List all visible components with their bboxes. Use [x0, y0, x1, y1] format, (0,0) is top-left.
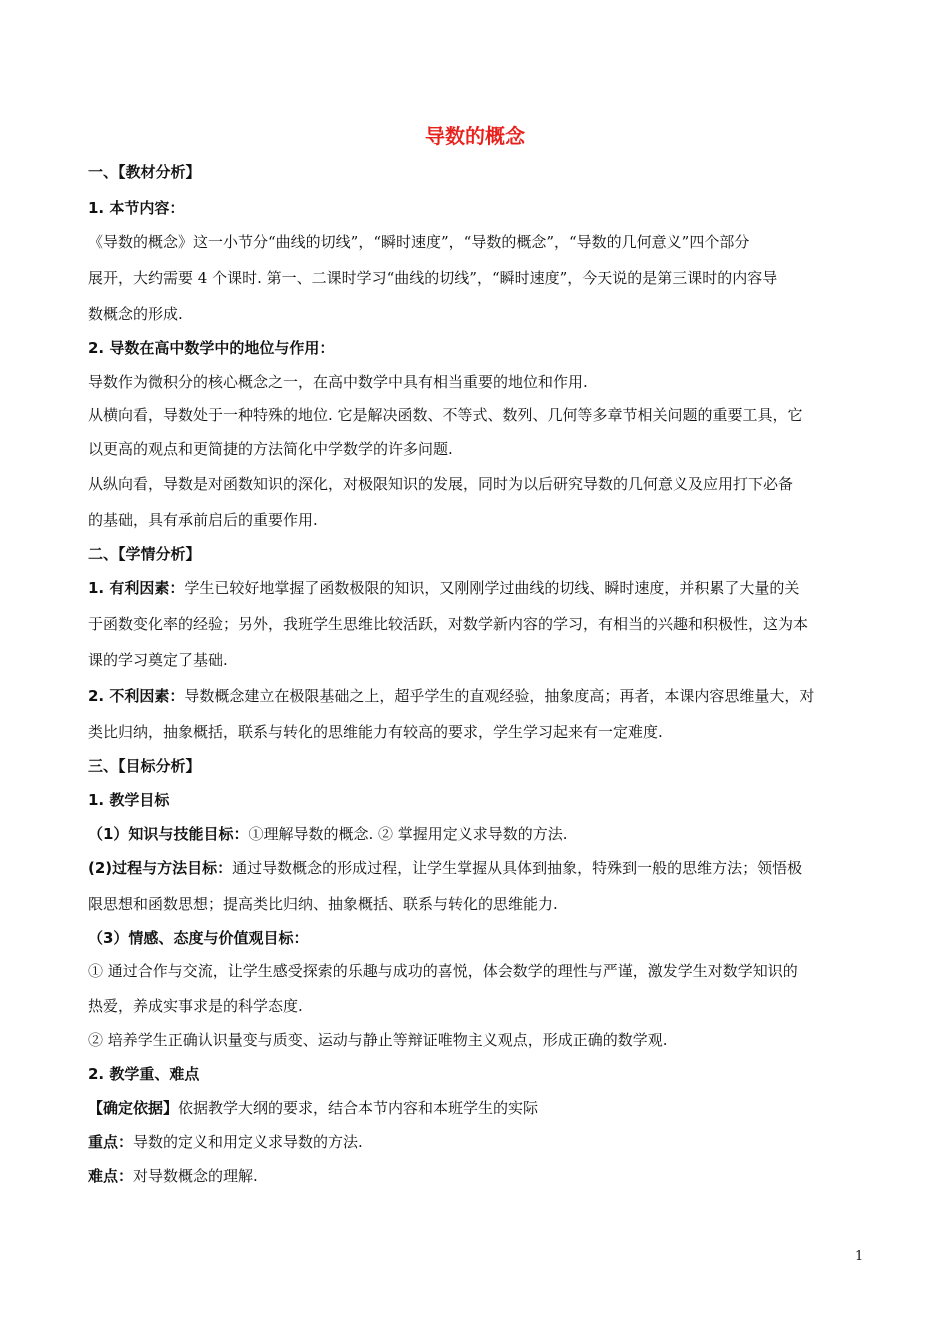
text-body: 通过导数概念的形成过程，让学生掌握从具体到抽象，特殊到一般的思维方法；领悟极: [232, 859, 803, 877]
paragraph-line: [88, 403, 868, 427]
text-body: 限思想和函数思想；提高类比归纳、抽象概括、联系与转化的思维能力.: [88, 895, 558, 913]
heading-student-analysis: [88, 542, 868, 566]
paragraph-line: [88, 1164, 868, 1188]
heading-goal-analysis: [88, 754, 868, 778]
text-bold: 2. 不利因素：: [88, 687, 185, 705]
text-body: 课的学习奠定了基础.: [88, 651, 228, 669]
text-body: 学生已较好地掌握了函数极限的知识，又刚刚学过曲线的切线、瞬时速度，并积累了大量的关: [184, 579, 800, 597]
paragraph-line: [88, 1130, 868, 1154]
text-bold: 1. 本节内容：: [88, 199, 185, 217]
text-bold: 难点：: [88, 1167, 134, 1185]
text-body: 类比归纳，抽象概括，联系与转化的思维能力有较高的要求，学生学习起来有一定难度.: [88, 723, 663, 741]
paragraph-line: [88, 959, 868, 983]
text-body: ② 培养学生正确认识量变与质变、运动与静止等辩证唯物主义观点，形成正确的数学观.: [88, 1031, 668, 1049]
paragraph-line: [88, 720, 868, 744]
text-body: 从纵向看，导数是对函数知识的深化，对极限知识的发展，同时为以后研究导数的几何意义及应用打下必备: [88, 475, 794, 493]
text-body: 《导数的概念》这一小节分“曲线的切线”，“瞬时速度”，“导数的概念”，“导数的几何意义”四个部分: [88, 233, 750, 251]
text-body: 对导数概念的理解.: [133, 1167, 258, 1185]
text-body: 于函数变化率的经验；另外，我班学生思维比较活跃，对数学新内容的学习，有相当的兴趣和积极性，这为本: [88, 615, 809, 633]
text-body: 依据教学大纲的要求，结合本节内容和本班学生的实际: [178, 1099, 539, 1117]
text-bold: 1. 教学目标: [88, 791, 170, 809]
text-body: 导数概念建立在极限基础之上，超乎学生的直观经验，抽象度高；再者，本课内容思维量大，对: [184, 687, 815, 705]
text-body: 导数的定义和用定义求导数的方法.: [133, 1133, 363, 1151]
text-body: 的基础，具有承前启后的重要作用.: [88, 511, 318, 529]
text-bold: （1）知识与技能目标：: [88, 825, 249, 843]
subheading-teaching-goals: [88, 788, 868, 812]
text-body: ①理解导数的概念. ② 掌握用定义求导数的方法.: [248, 825, 568, 843]
subheading-emotion-goals: [88, 926, 868, 950]
paragraph-line: [88, 266, 868, 290]
text-body: 导数作为微积分的核心概念之一，在高中数学中具有相当重要的地位和作用.: [88, 373, 588, 391]
paragraph-line: [88, 302, 868, 326]
subheading-content: [88, 196, 868, 220]
heading-textbook-analysis: [88, 160, 868, 184]
paragraph-line: [88, 892, 868, 916]
paragraph-line: [88, 1096, 868, 1120]
paragraph-line: [88, 472, 868, 496]
text-bold: (2)过程与方法目标：: [88, 859, 233, 877]
text-body: 热爱，养成实事求是的科学态度.: [88, 997, 303, 1015]
text-body: 从横向看，导数处于一种特殊的地位. 它是解决函数、不等式、数列、几何等多章节相关问题的重要工具，它: [88, 406, 803, 424]
text-bold: （3）情感、态度与价值观目标：: [88, 929, 309, 947]
text-bold: 【确定依据】: [88, 1099, 179, 1117]
text-body: 展开，大约需要 4 个课时. 第一、二课时学习“曲线的切线”，“瞬时速度”，今天说的是第三课时的内容导: [88, 269, 778, 287]
text-body: ① 通过合作与交流，让学生感受探索的乐趣与成功的喜悦，体会数学的理性与严谨，激发学生对数学知识的: [88, 962, 798, 980]
text-bold: 重点：: [88, 1133, 134, 1151]
paragraph-line: [88, 1028, 868, 1052]
paragraph-line: [88, 822, 868, 846]
paragraph-line: [88, 230, 868, 254]
subheading-role: [88, 336, 868, 360]
paragraph-line: [88, 576, 868, 600]
text-bold: 1. 有利因素：: [88, 579, 185, 597]
text-bold: 2. 导数在高中数学中的地位与作用：: [88, 339, 335, 357]
text-bold: 2. 教学重、难点: [88, 1065, 200, 1083]
text-bold: 二、【学情分析】: [88, 545, 201, 563]
text-bold: 三、【目标分析】: [88, 757, 201, 775]
paragraph-line: [88, 508, 868, 532]
paragraph-line: [88, 437, 868, 461]
page-title: 导数的概念: [425, 124, 525, 148]
text-body: 以更高的观点和更简捷的方法简化中学数学的许多问题.: [88, 440, 453, 458]
text-bold: 一、【教材分析】: [88, 163, 201, 181]
paragraph-line: [88, 994, 868, 1018]
paragraph-line: [88, 370, 868, 394]
page-number: 1: [855, 1249, 864, 1264]
text-body: 数概念的形成.: [88, 305, 183, 323]
subheading-key-points: [88, 1062, 868, 1086]
paragraph-line: [88, 856, 868, 880]
paragraph-line: [88, 648, 868, 672]
paragraph-line: [88, 684, 868, 708]
paragraph-line: [88, 612, 868, 636]
